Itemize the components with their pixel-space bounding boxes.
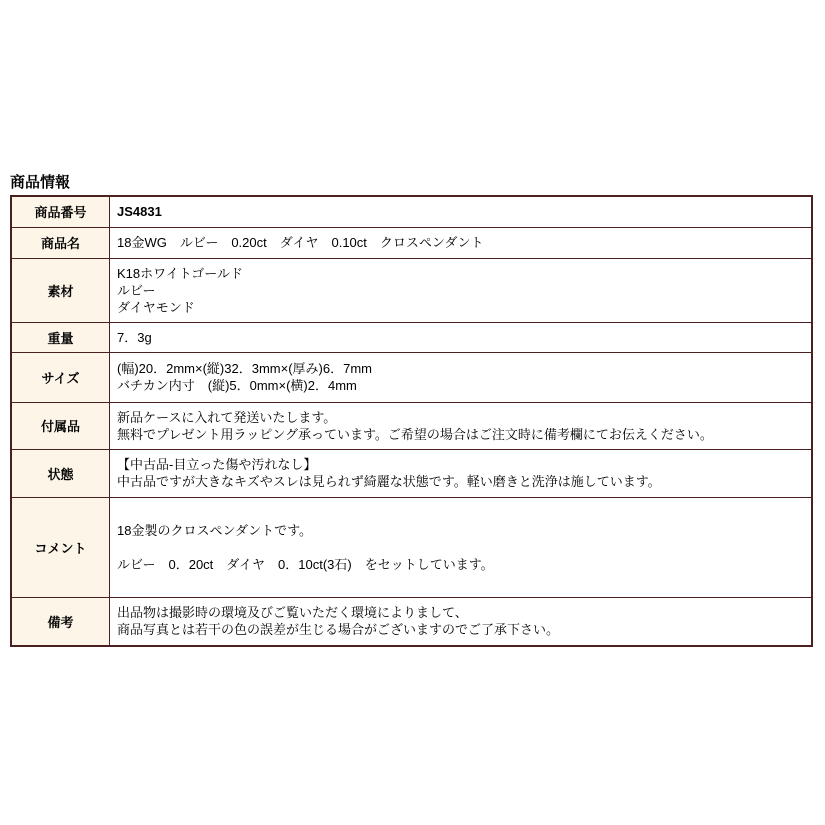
- value-line: 中古品ですが大きなキズやスレは見られず綺麗な状態です。軽い磨きと洗浄は施しています。: [117, 474, 661, 489]
- value-line: ルビー 0．20ct ダイヤ 0．10ct(3石) をセットしています。: [117, 556, 494, 572]
- row-value: [110, 497, 813, 597]
- row-label: 備考: [11, 597, 110, 646]
- value-line: JS4831: [117, 204, 162, 220]
- table-row-comment: [11, 497, 812, 597]
- row-label: 状態: [11, 449, 110, 497]
- page-title: 商品情報: [10, 174, 71, 191]
- value-line: 出品物は撮影時の環境及びご覧いただく環境によりまして、: [117, 605, 468, 621]
- table-row-remarks: [11, 597, 812, 646]
- table-row-product-name: [11, 227, 812, 258]
- row-value: [110, 227, 813, 258]
- row-value: [110, 402, 813, 449]
- table-row-condition: [11, 449, 812, 497]
- table-row-size: [11, 352, 812, 402]
- row-label: サイズ: [11, 352, 110, 402]
- table-row-product-number: [11, 196, 812, 227]
- value-line: 18金WG ルビー 0.20ct ダイヤ 0.10ct クロスペンダント: [117, 235, 484, 250]
- value-line: 18金製のクロスペンダントです。: [117, 522, 313, 538]
- value-line: [117, 539, 805, 556]
- table-row-material: [11, 258, 812, 322]
- row-value: [110, 322, 813, 352]
- row-label: 素材: [11, 258, 110, 322]
- value-line: ダイヤモンド: [117, 299, 195, 315]
- row-label: コメント: [11, 497, 110, 597]
- value-line: K18ホワイトゴールド: [117, 265, 243, 281]
- value-line: 無料でプレゼント用ラッピング承っています。ご希望の場合はご注文時に備考欄にてお伝えください。: [117, 426, 713, 442]
- value-line: (幅)20．2mm×(縦)32．3mm×(厚み)6．7mm: [117, 361, 372, 376]
- row-value: [110, 196, 813, 227]
- row-value: [110, 449, 813, 497]
- table-row-accessories: [11, 402, 812, 449]
- row-value: [110, 352, 813, 402]
- value-line: バチカン内寸 (縦)5．0mm×(横)2．4mm: [117, 378, 357, 393]
- value-line: 新品ケースに入れて発送いたします。: [117, 409, 337, 425]
- table-row-weight: [11, 322, 812, 352]
- row-label: 商品番号: [11, 196, 110, 227]
- row-value: [110, 258, 813, 322]
- value-line: 【中古品-目立った傷や汚れなし】: [117, 457, 317, 472]
- value-line: 7．3g: [117, 329, 152, 345]
- product-info-table: [10, 195, 813, 647]
- row-label: 付属品: [11, 402, 110, 449]
- value-line: ルビー: [117, 282, 156, 298]
- value-line: 商品写真とは若干の色の誤差が生じる場合がございますのでご了承下さい。: [117, 622, 560, 638]
- row-value: [110, 597, 813, 646]
- product-info-section: [10, 173, 814, 647]
- row-label: 商品名: [11, 227, 110, 258]
- row-label: 重量: [11, 322, 110, 352]
